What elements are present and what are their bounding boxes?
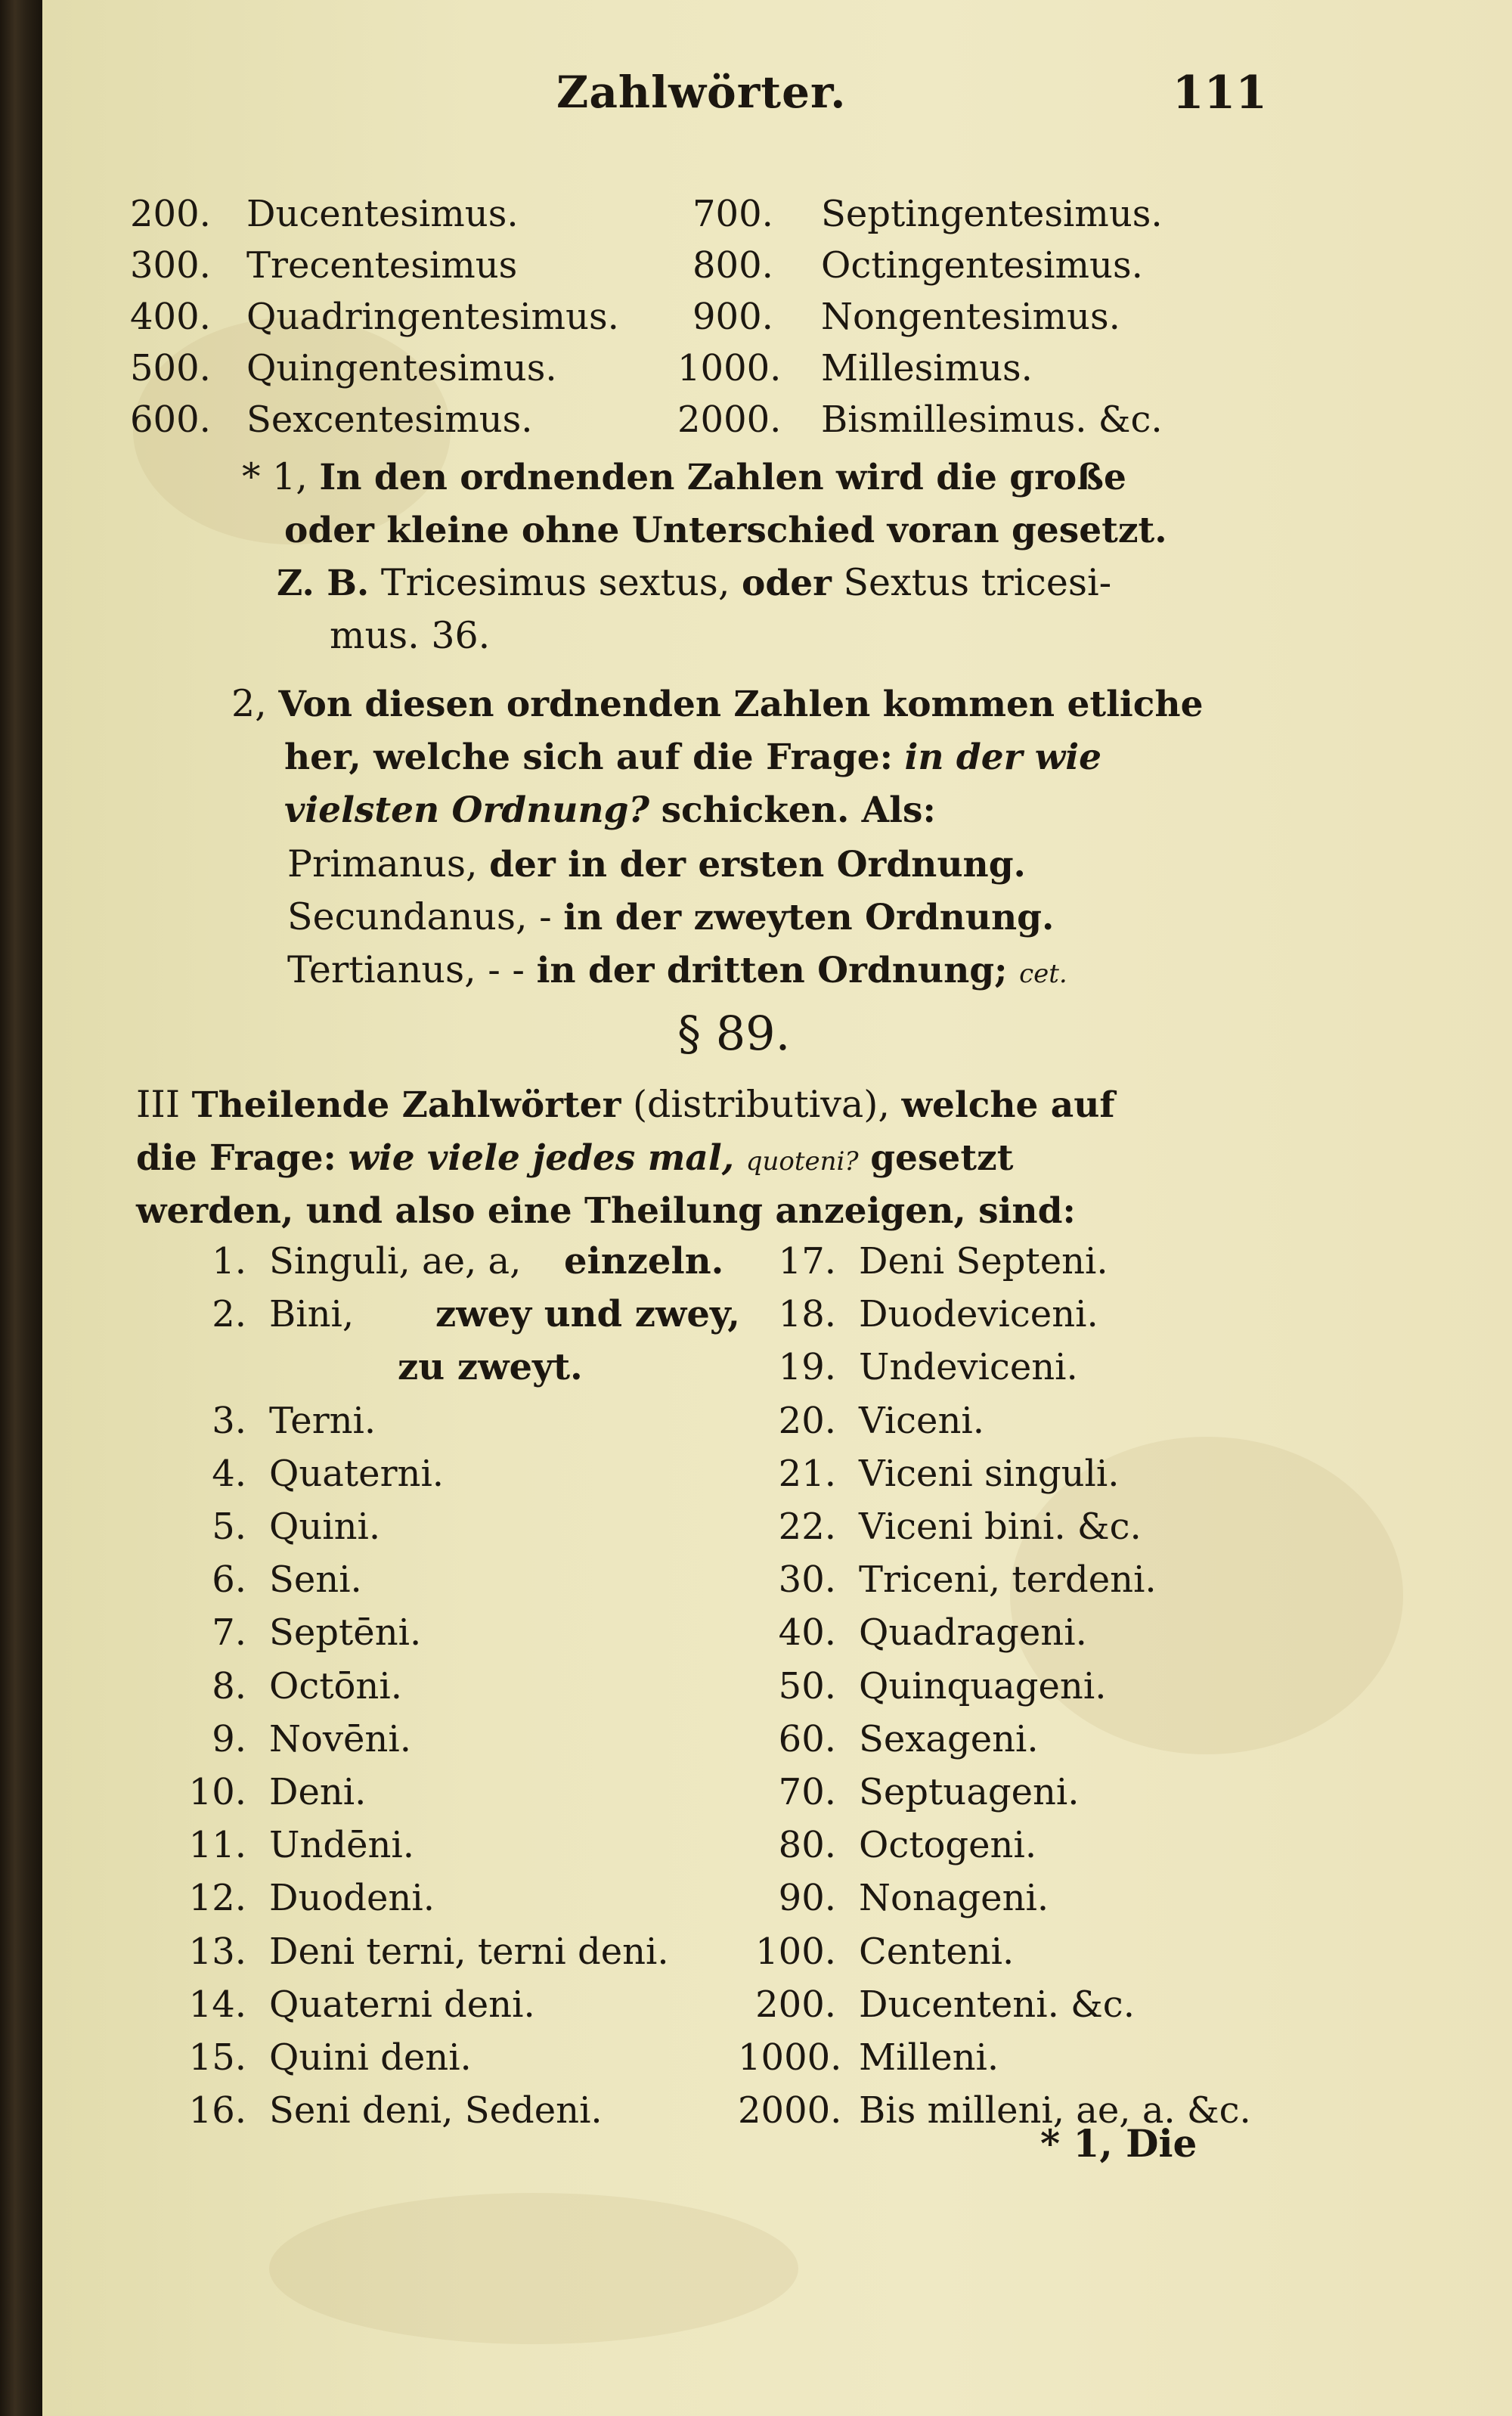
intro-text: Theilende Zahlwörter (191, 1084, 621, 1126)
distributive-number: 1. (212, 1240, 246, 1282)
section-intro-line1 (136, 1081, 1115, 1129)
ordinal-row (42, 296, 1512, 346)
note2-line1 (231, 681, 1203, 728)
distributive-number: 17. (778, 1240, 836, 1282)
catchword: * 1, Die (1040, 2121, 1198, 2166)
distributive-row (42, 1771, 1512, 1822)
distributive-latin: Novēni. (269, 1717, 411, 1760)
distributive-number: 15. (188, 2036, 246, 2079)
distributive-latin: Undeviceni. (859, 1346, 1078, 1389)
section-intro-line3 (136, 1187, 1076, 1235)
ordinal-left-word: Ducentesimus. (246, 193, 519, 235)
note2-text: schicken. Als: (661, 789, 936, 831)
section-heading: § 89. (677, 1006, 791, 1061)
distributive-row (42, 1983, 1512, 2035)
note1-text: oder kleine ohne Unterschied voran gesetzt. (284, 510, 1167, 551)
note2-example (287, 947, 1067, 997)
distributive-latin: Viceni bini. &c. (859, 1506, 1142, 1548)
distributive-number: 100. (755, 1930, 836, 1973)
distributive-row (42, 2036, 1512, 2088)
intro-question: wie viele jedes mal, (348, 1137, 735, 1179)
distributive-latin: Sexageni. (859, 1717, 1039, 1760)
ordinal-right-word: Octingentesimus. (821, 244, 1143, 287)
section-intro-line2 (136, 1134, 1013, 1185)
ordinal-left-word: Trecentesimus (246, 244, 518, 287)
distributive-latin: Quadrageni. (859, 1611, 1087, 1655)
intro-text: welche auf (901, 1084, 1115, 1126)
intro-latin: (distributiva), (632, 1083, 890, 1126)
distributive-latin: Deni Septeni. (859, 1240, 1108, 1282)
distributive-number: 2000. (738, 2089, 842, 2132)
distributive-latin: Undēni. (269, 1824, 415, 1867)
distributive-german: zu zweyt. (398, 1346, 583, 1389)
distributive-number: 5. (212, 1506, 246, 1548)
example-latin: Tertianus, - - (287, 948, 525, 991)
ordinal-right-number: 2000. (677, 399, 782, 441)
distributive-row (42, 1293, 1512, 1344)
example-german: in der zweyten Ordnung. (563, 897, 1055, 938)
distributive-number: 12. (188, 1877, 246, 1920)
distributive-number: 60. (778, 1717, 836, 1760)
ordinal-right-number: 700. (692, 193, 773, 235)
distributive-latin: Centeni. (859, 1930, 1015, 1973)
distributive-latin: Duodeni. (269, 1877, 435, 1920)
example-latin: Primanus, (287, 842, 478, 885)
distributive-row (42, 1558, 1512, 1610)
example-latin: Secundanus, - (287, 895, 552, 938)
ordinal-right-word: Millesimus. (821, 347, 1033, 389)
distributive-row (42, 1453, 1512, 1504)
note1-text: In den ordnenden Zahlen wird die große (319, 457, 1126, 498)
ordinal-right-word: Nongentesimus. (821, 296, 1120, 338)
distributive-number: 11. (188, 1824, 246, 1867)
intro-latin-question: quoteni? (745, 1146, 859, 1177)
distributive-number: 70. (778, 1771, 836, 1813)
distributive-latin: Viceni. (859, 1399, 984, 1442)
distributive-number: 6. (212, 1558, 246, 1602)
distributive-latin: Singuli, ae, a, (269, 1240, 522, 1282)
note1-example-end (330, 613, 490, 659)
distributive-number: 40. (778, 1611, 836, 1655)
distributive-number: 20. (778, 1399, 836, 1442)
distributive-latin: Ducenteni. &c. (859, 1983, 1135, 2026)
distributive-latin: Milleni. (859, 2036, 999, 2079)
ordinal-row (42, 347, 1512, 397)
ordinal-left-word: Quadringentesimus. (246, 296, 619, 338)
note1-line2 (284, 507, 1167, 554)
distributive-latin: Seni deni, Sedeni. (269, 2089, 603, 2132)
distributive-number: 13. (188, 1930, 246, 1973)
note2-text: her, welche sich auf die Frage: (284, 737, 893, 778)
distributive-number: 22. (778, 1506, 836, 1548)
example-german: der in der ersten Ordnung. (489, 844, 1026, 885)
intro-text: werden, und also eine Theilung anzeigen, sind: (136, 1190, 1076, 1232)
book-page (42, 0, 1512, 2416)
distributive-row (42, 1506, 1512, 1557)
roman-numeral: III (136, 1083, 181, 1126)
distributive-number: 90. (778, 1877, 836, 1920)
footnote-marker: * 1, (242, 455, 308, 498)
ordinal-left-word: Sexcentesimus. (246, 399, 533, 441)
distributive-latin: Triceni, terdeni. (859, 1558, 1157, 1602)
distributive-row (42, 1240, 1512, 1292)
note1-line1 (242, 454, 1126, 501)
distributive-latin: Deni terni, terni deni. (269, 1930, 669, 1973)
intro-text: gesetzt (870, 1137, 1014, 1179)
distributive-latin: Viceni singuli. (859, 1452, 1120, 1495)
ordinal-left-word: Quingentesimus. (246, 347, 557, 389)
note1-example (277, 560, 1111, 607)
distributive-row (42, 1611, 1512, 1663)
distributive-latin: Quaterni deni. (269, 1983, 535, 2026)
ordinal-row (42, 244, 1512, 294)
paper-stain (269, 2193, 798, 2344)
distributive-number: 21. (778, 1452, 836, 1495)
note2-question: vielsten Ordnung? (284, 789, 650, 831)
note2-question: in der wie (904, 737, 1102, 778)
distributive-latin: Quinquageni. (859, 1664, 1107, 1707)
distributive-row (42, 1824, 1512, 1875)
distributive-number: 14. (188, 1983, 246, 2026)
note2-line2 (284, 733, 1101, 781)
distributive-number: 50. (778, 1664, 836, 1707)
note-marker: 2, (231, 682, 267, 725)
ordinal-right-number: 1000. (677, 347, 782, 389)
distributive-latin: Duodeviceni. (859, 1293, 1098, 1336)
page-number: 111 (1172, 67, 1267, 119)
note2-line3 (284, 786, 936, 834)
note2-example (287, 894, 1054, 941)
distributive-number: 7. (212, 1611, 246, 1655)
distributive-row (42, 1346, 1512, 1397)
distributive-latin: Terni. (269, 1399, 376, 1442)
ordinal-right-word: Bismillesimus. &c. (821, 399, 1163, 441)
example-latin-a: Tricesimus sextus, (380, 561, 730, 604)
book-gutter (0, 0, 45, 2416)
distributive-row (42, 1665, 1512, 1717)
ordinal-left-number: 400. (130, 296, 211, 338)
distributive-latin: Seni. (269, 1558, 362, 1602)
distributive-number: 1000. (738, 2036, 842, 2079)
distributive-number: 18. (778, 1293, 836, 1336)
distributive-number: 4. (212, 1452, 246, 1495)
distributive-row (42, 1400, 1512, 1451)
distributive-latin: Septuageni. (859, 1771, 1080, 1813)
ordinal-left-number: 500. (130, 347, 211, 389)
ordinal-right-word: Septingentesimus. (821, 193, 1163, 235)
intro-text: die Frage: (136, 1137, 336, 1179)
ordinal-left-number: 600. (130, 399, 211, 441)
distributive-row (42, 1718, 1512, 1769)
example-latin-end: mus. 36. (330, 614, 491, 657)
ordinal-row (42, 193, 1512, 243)
distributive-latin: Nonageni. (859, 1877, 1049, 1920)
ordinal-left-number: 300. (130, 244, 211, 287)
distributive-number: 3. (212, 1399, 246, 1442)
example-latin-b: Sextus tricesi- (843, 561, 1112, 604)
distributive-number: 200. (755, 1983, 836, 2026)
example-connector: oder (741, 563, 832, 604)
running-title: Zahlwörter. (556, 67, 847, 118)
distributive-number: 16. (188, 2089, 246, 2132)
note2-text: Von diesen ordnenden Zahlen kommen etliche (278, 684, 1204, 725)
ordinal-row (42, 399, 1512, 448)
distributive-latin: Quini deni. (269, 2036, 472, 2079)
distributive-latin: Octogeni. (859, 1824, 1037, 1867)
example-german: in der dritten Ordnung; (536, 950, 1008, 991)
distributive-latin: Septēni. (269, 1611, 422, 1655)
distributive-row (42, 1877, 1512, 1928)
distributive-number: 2. (212, 1293, 246, 1336)
distributive-number: 19. (778, 1346, 836, 1389)
ordinal-left-number: 200. (130, 193, 211, 235)
distributive-number: 80. (778, 1824, 836, 1867)
distributive-row (42, 1931, 1512, 1982)
example-prefix: Z. B. (277, 563, 370, 604)
distributive-latin: Quini. (269, 1506, 381, 1548)
distributive-number: 9. (212, 1717, 246, 1760)
distributive-latin: Deni. (269, 1771, 367, 1813)
distributive-latin: Bis milleni, ae, a. &c. (859, 2089, 1251, 2132)
distributive-number: 8. (212, 1664, 246, 1707)
distributive-number: 10. (188, 1771, 246, 1813)
distributive-number: 30. (778, 1558, 836, 1602)
example-cet: cet. (1019, 959, 1067, 989)
ordinal-right-number: 800. (692, 244, 773, 287)
distributive-german: einzeln. (564, 1240, 724, 1282)
ordinal-right-number: 900. (692, 296, 773, 338)
distributive-german: zwey und zwey, (435, 1293, 740, 1336)
note2-example (287, 841, 1026, 889)
distributive-row (42, 2089, 1512, 2141)
distributive-latin: Octōni. (269, 1664, 402, 1707)
distributive-latin: Bini, (269, 1293, 355, 1336)
running-head (466, 67, 1267, 135)
distributive-latin: Quaterni. (269, 1452, 445, 1495)
